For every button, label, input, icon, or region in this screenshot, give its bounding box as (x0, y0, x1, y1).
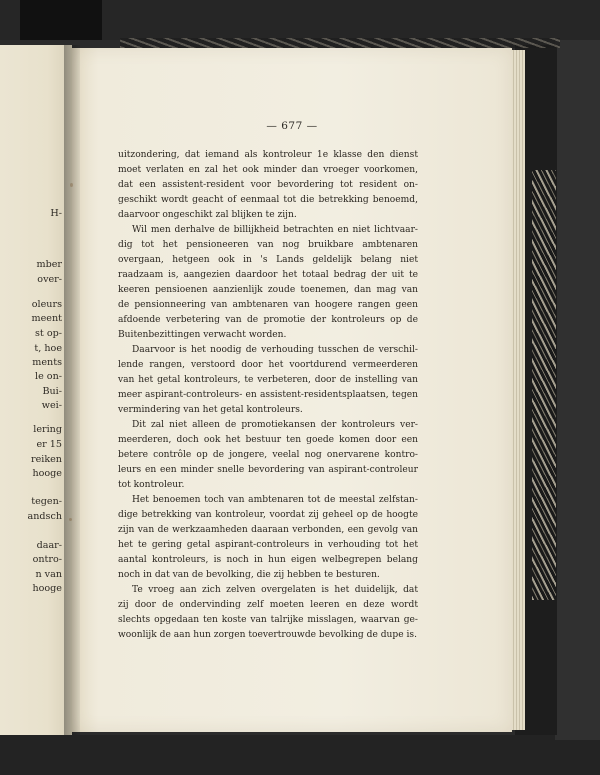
left-page-fragment: t, hoe (34, 343, 62, 354)
text-line: uitzondering, dat iemand als kontroleur 1e klasse den dienst (118, 150, 418, 160)
text-line: keeren pensioenen aanzienlijk zoude toenemen, dan mag van (118, 285, 418, 295)
text-line: Buitenbezittingen verwacht worden. (118, 330, 287, 340)
text-line: moet verlaten en zal het ook minder dan vroeger voorkomen, (118, 165, 418, 175)
paragraph (118, 148, 418, 223)
paragraph (118, 223, 418, 343)
left-page-fragment: H- (50, 208, 62, 219)
text-line: de pensionneering van ambtenaren van hoogere rangen geen (118, 300, 418, 310)
backdrop-right (555, 40, 600, 740)
text-line: noch in dat van de bevolking, die zij hebben te besturen. (118, 570, 380, 580)
left-page-fragment: daar- (36, 540, 62, 551)
text-line: het te gering getal aspirant-controleurs in verhouding tot het (118, 540, 418, 550)
text-line: zij door de ondervinding zelf moeten leeren en deze wordt (118, 600, 418, 610)
left-page-fragment: ontro- (32, 554, 62, 565)
text-line: aantal kontroleurs, is noch in hun eigen welbegrepen belang (118, 555, 418, 565)
backdrop-bottom (0, 735, 600, 775)
left-page-fragment: ments (32, 357, 62, 368)
text-line: raadzaam is, aangezien daardoor het totaal bedrag der uit te (118, 270, 418, 280)
text-line: zijn van de werkzaamheden daaraan verbonden, een gevolg van (118, 525, 418, 535)
left-page-fragment: over- (37, 274, 62, 285)
left-page-fragment: andsch (27, 511, 62, 522)
text-line: Daarvoor is het noodig de verhouding tusschen de verschil- (132, 345, 418, 355)
text-line: vermindering van het getal kontroleurs. (118, 405, 303, 415)
left-page-fragment: lering (33, 424, 62, 435)
left-page-fragment: mber (36, 259, 62, 270)
left-page-fragment: meent (31, 313, 62, 324)
marbled-top-edge (120, 38, 560, 48)
text-line: slechts opgedaan ten koste van talrijke misslagen, waarvan ge- (118, 615, 418, 625)
paragraph (118, 493, 418, 583)
paragraph (118, 418, 418, 493)
gutter-shadow (64, 45, 80, 735)
left-page-fragment: tegen- (31, 496, 62, 507)
text-line: geschikt wordt geacht of eenmaal tot die betrekking benoemd, (118, 195, 418, 205)
text-line: tot kontroleur. (118, 480, 185, 490)
left-page-fragment: er 15 (36, 439, 62, 450)
text-line: lende rangen, verstoord door het voortdurend vermeerderen (118, 360, 418, 370)
text-line: overgaan, hetgeen ook in 's Lands geldelijk belang niet (118, 255, 418, 265)
text-line: dat een assistent-resident voor bevordering tot resident on- (118, 180, 418, 190)
page-body-text (118, 148, 418, 643)
text-line: Het benoemen toch van ambtenaren tot de meestal zelfstan- (132, 495, 418, 505)
left-page-fragment: hooge (32, 583, 62, 594)
left-page-fragment: n van (35, 569, 62, 580)
left-page (0, 45, 72, 735)
marbled-cover-pattern (532, 170, 556, 600)
page-number: — 677 — (266, 120, 318, 132)
text-line: leurs en een minder snelle bevordering van aspirant-controleur (118, 465, 418, 475)
left-page-fragment: Bui- (42, 386, 62, 397)
left-page-fragment: st op- (35, 328, 62, 339)
text-line: daarvoor ongeschikt zal blijken te zijn. (118, 210, 297, 220)
text-line: afdoende verbetering van de promotie der kontroleurs op de (118, 315, 418, 325)
right-page (72, 48, 512, 732)
text-line: woonlijk de aan hun zorgen toevertrouwde bevolking de dupe is. (118, 630, 417, 640)
left-page-fragment: reiken (30, 454, 62, 465)
left-page-fragment: hooge (32, 468, 62, 479)
text-line: dige betrekking van kontroleur, voordat zij geheel op de hoogte (118, 510, 418, 520)
text-line: Dit zal niet alleen de promotiekansen der kontroleurs ver- (132, 420, 418, 430)
text-line: Te vroeg aan zich zelven overgelaten is het duidelijk, dat (132, 585, 418, 595)
left-page-fragment: oleurs (31, 299, 62, 310)
backdrop-dark-band (20, 0, 102, 40)
text-line: van het getal kontroleurs, te verbeteren, door de instelling van (118, 375, 418, 385)
text-line: dig tot het pensioneeren van nog bruikbare ambtenaren (118, 240, 418, 250)
left-page-fragment: le on- (35, 371, 62, 382)
text-line: Wil men derhalve de billijkheid betrachten en niet lichtvaar- (132, 225, 418, 235)
left-page-fragment: wei- (41, 400, 62, 411)
text-line: betere contrôle op de jongere, veelal nog onervarene kontro- (118, 450, 418, 460)
paragraph (118, 583, 418, 643)
text-line: meerderen, doch ook het bestuur ten goede komen door een (118, 435, 418, 445)
paragraph (118, 343, 418, 418)
text-line: meer aspirant-controleurs- en assistent-residentsplaatsen, tegen (118, 390, 418, 400)
